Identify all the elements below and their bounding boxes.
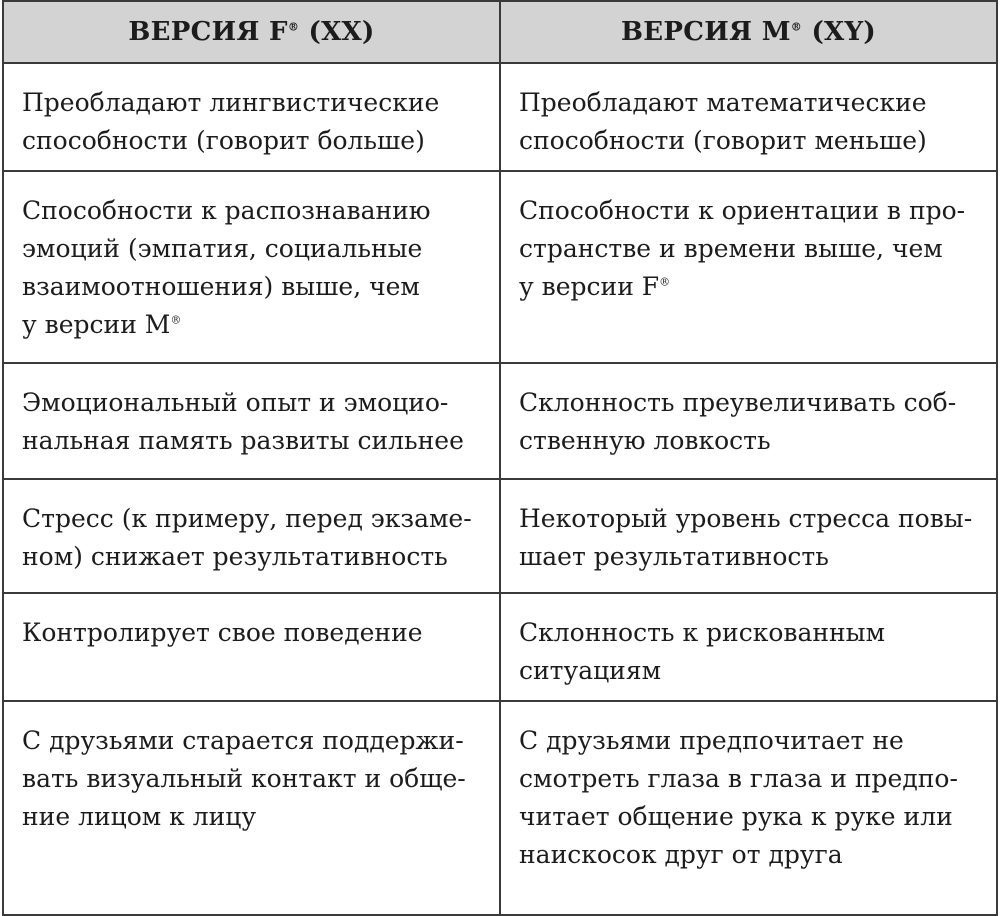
header-version-f-chromosomes: (XX) (299, 17, 375, 47)
cell-text-line: шает результативность (519, 542, 829, 571)
cell-text-line: Контролирует свое поведение (22, 618, 423, 647)
header-version-m-text: ВЕРСИЯ M (621, 17, 791, 47)
cell-text-line: смотреть глаза в глаза и предпо- (519, 764, 958, 793)
registered-mark: ® (287, 20, 300, 34)
cell-text-line: взаимоотношения) выше, чем (22, 272, 420, 301)
table-row (3, 479, 997, 593)
table-row (3, 363, 997, 479)
cell-version-f (3, 701, 500, 915)
cell-text-line: читает общение рука к руке или (519, 802, 953, 831)
cell-text-line: нальная память развиты сильнее (22, 426, 464, 455)
cell-text-line: ние лицом к лицу (22, 802, 257, 831)
cell-text-fragment: у версии F (519, 272, 660, 301)
cell-text-line (519, 268, 978, 306)
cell-version-m (500, 479, 997, 593)
cell-text-line: вать визуальный контакт и обще- (22, 764, 466, 793)
cell-text-line (22, 306, 481, 344)
cell-text-line: ном) снижает результативность (22, 542, 448, 571)
cell-text-line: способности (говорит меньше) (519, 126, 927, 155)
cell-text-line: способности (говорит больше) (22, 126, 425, 155)
header-version-f-text: ВЕРСИЯ F (128, 17, 288, 47)
header-version-m-chromosomes: (XY) (802, 17, 876, 47)
cell-text-line: Способности к распознаванию (22, 196, 431, 225)
header-version-m (500, 1, 997, 63)
header-row (3, 1, 997, 63)
table-row (3, 701, 997, 915)
cell-text-line: Эмоциональный опыт и эмоцио- (22, 388, 449, 417)
cell-text-line: наискосок друг от друга (519, 840, 843, 869)
registered-mark: ® (170, 313, 182, 327)
table-header (3, 1, 997, 63)
cell-text-line: Склонность преувеличивать соб- (519, 388, 957, 417)
cell-text-line: Преобладают математические (519, 88, 927, 117)
cell-text-line: Стресс (к примеру, перед экзаме- (22, 504, 472, 533)
cell-text-line: Преобладают лингвистические (22, 88, 440, 117)
cell-text-line: С друзьями старается поддержи- (22, 726, 464, 755)
cell-version-f (3, 171, 500, 363)
cell-version-m (500, 363, 997, 479)
cell-text-line: Способности к ориентации в про- (519, 196, 966, 225)
cell-text-line: ситуациям (519, 656, 662, 685)
cell-version-m (500, 593, 997, 701)
cell-version-f (3, 63, 500, 171)
registered-mark: ® (790, 20, 803, 34)
table-row (3, 171, 997, 363)
cell-version-f (3, 593, 500, 701)
cell-text-line: странстве и времени выше, чем (519, 234, 943, 263)
cell-version-m (500, 701, 997, 915)
table-row (3, 593, 997, 701)
cell-version-m (500, 63, 997, 171)
cell-version-f (3, 363, 500, 479)
cell-version-m (500, 171, 997, 363)
cell-text-line: С друзьями предпочитает не (519, 726, 904, 755)
cell-text-line: эмоций (эмпатия, социальные (22, 234, 423, 263)
cell-version-f (3, 479, 500, 593)
cell-text-line: Некоторый уровень стресса повы- (519, 504, 973, 533)
table-body (3, 63, 997, 915)
header-version-f (3, 1, 500, 63)
cell-text-fragment: у версии M (22, 310, 171, 339)
registered-mark: ® (659, 275, 671, 289)
cell-text-line: Склонность к рискованным (519, 618, 886, 647)
table-row (3, 63, 997, 171)
comparison-table (2, 0, 998, 916)
cell-text-line: ственную ловкость (519, 426, 771, 455)
